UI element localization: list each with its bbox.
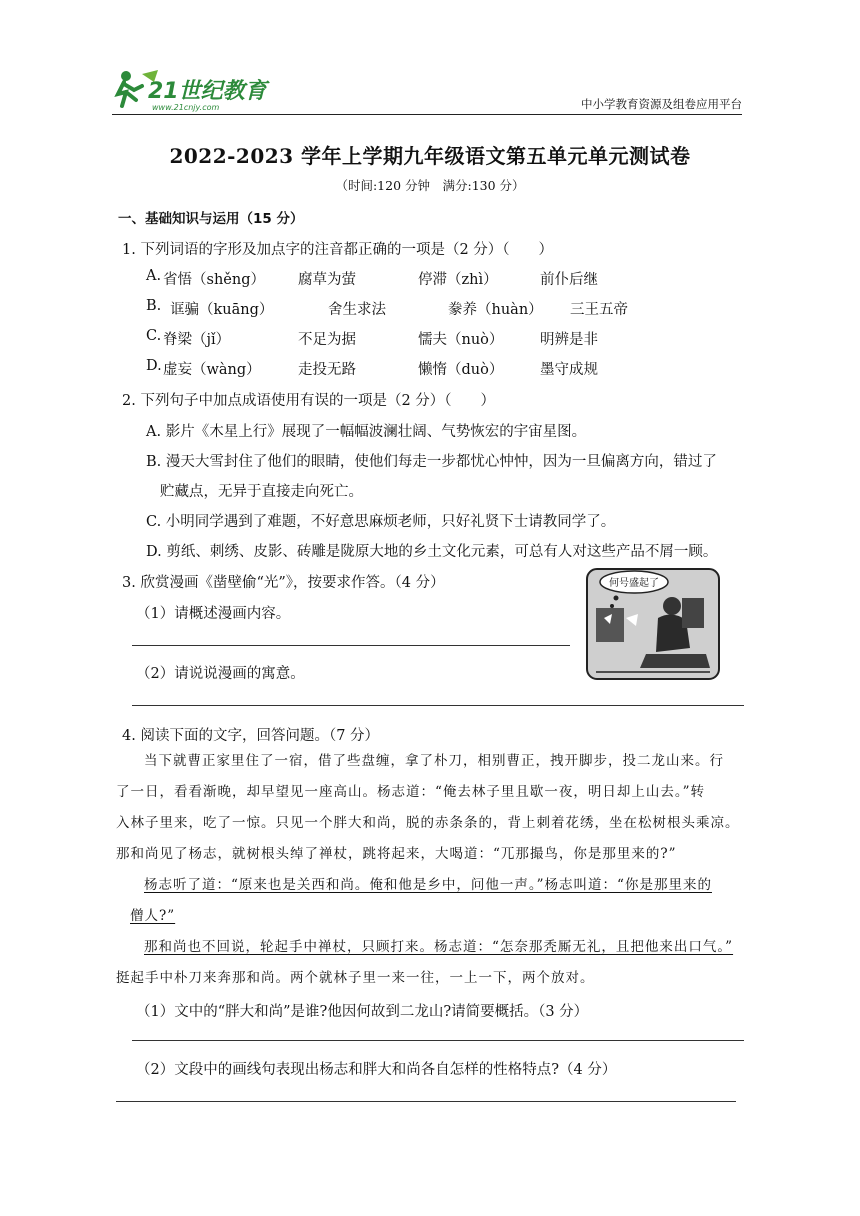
option-word: 脊梁（jǐ）	[163, 332, 231, 348]
q2-option-d: D. 剪纸、刺绣、皮影、砖雕是陇原大地的乡土文化元素，可总有人对这些产品不屑一顾。	[146, 544, 718, 560]
option-word: 停滞（zhì）	[418, 272, 498, 288]
passage-underlined-line: 那和尚也不回说，轮起手中禅杖，只顾打来。杨志道：“怎奈那秃厮无礼，且把他来出口气。”	[144, 939, 734, 955]
option-letter: D.	[146, 358, 162, 374]
q3-stem: 3. 欣赏漫画《凿壁偷“光”》，按要求作答。（4 分）	[122, 575, 445, 591]
exam-subtitle: （时间:120 分钟 满分:130 分）	[335, 178, 525, 193]
logo-url: www.21cnjy.com	[152, 103, 220, 112]
passage-underlined-line: 杨志听了道：“原来也是关西和尚。俺和他是乡中，问他一声。”杨志叫道：“你是那里来的	[144, 877, 712, 893]
option-word: 前仆后继	[540, 272, 598, 288]
passage-underlined-line: 僧人?”	[130, 908, 176, 924]
option-word: 三王五帝	[570, 302, 628, 318]
logo	[112, 66, 292, 114]
platform-name: 中小学教育资源及组卷应用平台	[581, 97, 742, 111]
option-word: 懦夫（nuò）	[418, 332, 504, 348]
answer-line	[132, 705, 744, 706]
answer-line	[132, 645, 570, 646]
section-heading: 一、基础知识与运用（15 分）	[118, 211, 304, 227]
option-letter: A.	[146, 268, 162, 284]
header-rule	[112, 114, 742, 115]
q2-option-b: B. 漫天大雪封住了他们的眼睛，使他们每走一步都忧心忡忡，因为一旦偏离方向，错过了	[146, 454, 717, 470]
q1-stem: 1. 下列词语的字形及加点字的注音都正确的一项是（2 分）（ ）	[122, 242, 554, 258]
option-word: 舍生求法	[328, 302, 386, 318]
option-word: 明辨是非	[540, 332, 598, 348]
option-word: 不足为据	[298, 332, 356, 348]
q4-sub1: （1）文中的“胖大和尚”是谁?他因何故到二龙山?请简要概括。（3 分）	[136, 1004, 589, 1020]
passage-line: 那和尚见了杨志，就树根头绰了禅杖，跳将起来，大喝道：“兀那撮鸟，你是那里来的?”	[116, 846, 677, 862]
q2-option-a: A. 影片《木星上行》展现了一幅幅波澜壮阔、气势恢宏的宇宙星图。	[146, 424, 587, 440]
option-word: 诓骗（kuāng）	[170, 302, 274, 318]
option-word: 虚妄（wàng）	[163, 362, 261, 378]
logo-text: 21世纪教育	[148, 79, 267, 104]
page-header	[112, 66, 742, 116]
option-word: 豢养（huàn）	[448, 302, 543, 318]
q3-sub2: （2）请说说漫画的寓意。	[136, 666, 305, 682]
q4-sub2: （2）文段中的画线句表现出杨志和胖大和尚各自怎样的性格特点?（4 分）	[136, 1062, 617, 1078]
answer-line	[116, 1101, 736, 1102]
q4-stem: 4. 阅读下面的文字，回答问题。（7 分）	[122, 728, 380, 744]
option-word: 走投无路	[298, 362, 356, 378]
option-word: 省悟（shěng）	[163, 272, 265, 288]
passage-line: 挺起手中朴刀来奔那和尚。两个就林子里一来一往，一上一下，两个放对。	[116, 970, 595, 986]
option-word: 懒惰（duò）	[418, 362, 504, 378]
comic-bubble-text: 何号盛起了	[609, 578, 659, 589]
comic-image	[586, 568, 720, 680]
option-word: 墨守成规	[540, 362, 598, 378]
option-letter: B.	[146, 298, 162, 314]
passage-line: 了一日，看看渐晚，却早望见一座高山。杨志道：“俺去林子里且歇一夜，明日却上山去。”转	[116, 784, 706, 800]
passage-line: 入林子里来，吃了一惊。只见一个胖大和尚，脱的赤条条的，背上刺着花绣，坐在松树根头乘凉。	[116, 815, 740, 831]
answer-line	[132, 1040, 744, 1041]
q2-option-b-cont: 贮藏点，无异于直接走向死亡。	[160, 484, 363, 500]
passage-line: 当下就曹正家里住了一宿，借了些盘缠，拿了朴刀，相别曹正，拽开脚步，投二龙山来。行	[144, 753, 724, 769]
q2-option-c: C. 小明同学遇到了难题，不好意思麻烦老师，只好礼贤下士请教同学了。	[146, 514, 616, 530]
option-word: 腐草为萤	[298, 272, 356, 288]
q2-stem: 2. 下列句子中加点成语使用有误的一项是（2 分）（ ）	[122, 393, 496, 409]
exam-title: 2022-2023 学年上学期九年级语文第五单元单元测试卷	[169, 144, 691, 168]
option-letter: C.	[146, 328, 162, 344]
q3-sub1: （1）请概述漫画内容。	[136, 606, 291, 622]
